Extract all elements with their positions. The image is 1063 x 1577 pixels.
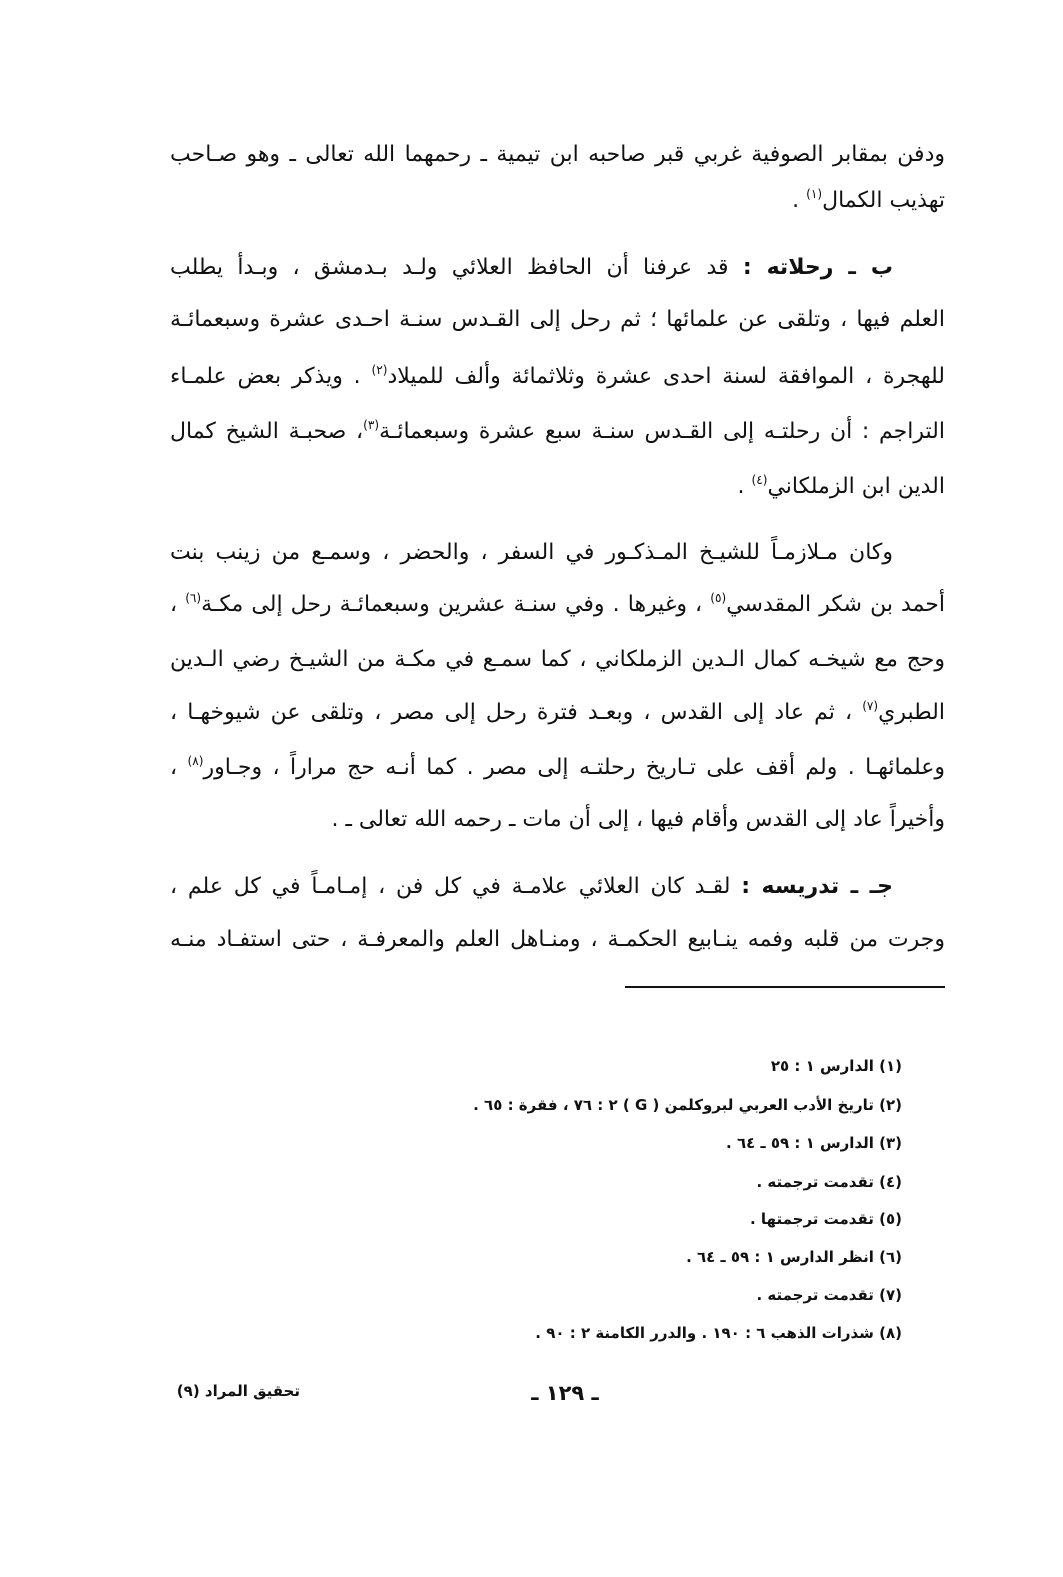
line-text: ، وغيرها . وفي سنـة عشرين وسبعمائـة رحل إلى مكـة <box>201 592 711 617</box>
footnote-ref: (٧) <box>862 698 879 713</box>
line-text: . ويذكر بعض علمـاء <box>170 364 372 389</box>
footnote-number: (٥) <box>879 1210 902 1228</box>
footnote-number: (٨) <box>879 1324 902 1342</box>
footnote-text: تقدمت ترجمته . <box>756 1173 874 1191</box>
footnote-separator <box>625 986 945 988</box>
text-line <box>170 528 893 578</box>
footnote-text: تقدمت ترجمته . <box>756 1286 874 1304</box>
line-text: التراجم : أن رحلتـه إلى القـدس سنـة سبع عشرة وسبعمائـة <box>379 419 945 444</box>
line-text: تهذيب الكمال <box>822 188 945 213</box>
line-text: . <box>737 474 752 499</box>
page-number: ـ ١٢٩ ـ <box>531 1381 599 1405</box>
footnote-ref: (٨) <box>187 753 204 768</box>
line-text: وجرت من قلبه وفمه ينـابيع الحكمـة ، ومنـاهل العلم والمعرفـة ، حتى استفـاد منـه <box>170 927 945 952</box>
line-text: لقـد كان العلائي علامـة في كل فن ، إمـامـاً في كل علم ، <box>170 874 742 899</box>
text-line <box>170 130 945 180</box>
text-line <box>170 580 945 630</box>
text-line <box>170 915 945 965</box>
footnote <box>756 1280 902 1310</box>
text-line <box>170 688 945 738</box>
line-text: . <box>792 188 807 213</box>
text-line <box>170 462 945 512</box>
footnote <box>535 1318 902 1348</box>
footnote-ref: (٢) <box>371 362 388 377</box>
line-text: للهجرة ، الموافقة لسنة احدى عشرة وثلاثمائة وألف للميلاد <box>387 364 945 389</box>
line-text: الطبري <box>878 700 945 725</box>
text-line <box>170 352 945 402</box>
line-text: وعلمائهـا . ولم أقف على تـاريخ رحلتـه إلى مصر . كما أنـه حج مراراً ، وجـاور <box>203 755 945 780</box>
line-text: العلم فيها ، وتلقى عن علمائها ؛ ثم رحل إلى القـدس سنـة احـدى عشرة وسبعمائـة <box>170 307 945 332</box>
footnote-ref: (٥) <box>710 590 727 605</box>
footnote-number: (٤) <box>879 1173 902 1191</box>
text-line <box>170 635 945 685</box>
footnote-ref: (٣) <box>363 417 380 432</box>
footnote-text: الدارس ١ : ٥٩ ـ ٦٤ . <box>726 1134 874 1152</box>
footnote-text: تقدمت ترجمتها . <box>750 1210 874 1228</box>
line-text: ، <box>170 755 188 780</box>
footnote-number: (٣) <box>879 1134 902 1152</box>
line-text: أحمد بن شكر المقدسي <box>726 592 945 617</box>
text-line <box>170 176 945 226</box>
text-line <box>170 407 945 457</box>
line-text: وحج مع شيخـه كمال الـدين الزملكاني ، كما سمـع في مكـة من الشيـخ رضي الـدين <box>170 647 945 672</box>
footnote-number: (١) <box>879 1057 902 1075</box>
text-line <box>170 243 893 293</box>
footnote <box>771 1051 902 1081</box>
line-text: ، <box>170 592 186 617</box>
line-text: الدين ابن الزملكاني <box>767 474 945 499</box>
footnote <box>726 1128 902 1158</box>
section-heading: جـ ـ تدريسه : <box>741 874 893 899</box>
footnote-ref: (١) <box>806 186 823 201</box>
footnote-number: (٦) <box>879 1248 902 1266</box>
footnote <box>756 1167 902 1197</box>
footnote <box>473 1090 902 1120</box>
footnote-number: (٧) <box>879 1286 902 1304</box>
text-line <box>170 295 945 345</box>
footnote-ref: (٦) <box>185 590 202 605</box>
line-text: ، ثم عاد إلى القدس ، وبعـد فترة رحل إلى مصر ، وتلقى عن شيوخهـا ، <box>170 700 863 725</box>
footnote-text: شذرات الذهب ٦ : ١٩٠ . والدرر الكامنة ٢ : ٩٠ . <box>535 1324 874 1342</box>
line-text: قد عرفنا أن الحافظ العلائي ولـد بـدمشق ، وبـدأ يطلب <box>170 255 743 280</box>
footnote-text: تاريخ الأدب العربي لبروكلمن ( G ) ٢ : ٧٦ ، فقرة : ٦٥ . <box>473 1096 874 1114</box>
footnote-ref: (٤) <box>751 472 768 487</box>
footnote <box>686 1242 902 1272</box>
footnote-text: الدارس ١ : ٢٥ <box>770 1057 874 1075</box>
text-line <box>170 862 893 912</box>
line-text: وكان مـلازمـاً للشيـخ المـذكـور في السفر ، والحضر ، وسمـع من زينب بنت <box>170 540 893 565</box>
footnote <box>750 1204 902 1234</box>
text-line <box>170 795 945 845</box>
running-title: تحقيق المراد (٩) <box>176 1382 300 1400</box>
line-text: ، صحبـة الشيخ كمال <box>170 419 364 444</box>
line-text: وأخيراً عاد إلى القدس وأقام فيها ، إلى أن مات ـ رحمه الله تعالى ـ . <box>331 807 945 832</box>
footnote-number: (٢) <box>879 1096 902 1114</box>
footnote-text: انظر الدارس ١ : ٥٩ ـ ٦٤ . <box>686 1248 874 1266</box>
line-text: ودفن بمقابر الصوفية غربي قبر صاحبه ابن تيمية ـ رحمهما الله تعالى ـ وهو صـاحب <box>170 142 945 167</box>
text-line <box>170 743 945 793</box>
section-heading: ب ـ رحلاته : <box>742 255 893 280</box>
